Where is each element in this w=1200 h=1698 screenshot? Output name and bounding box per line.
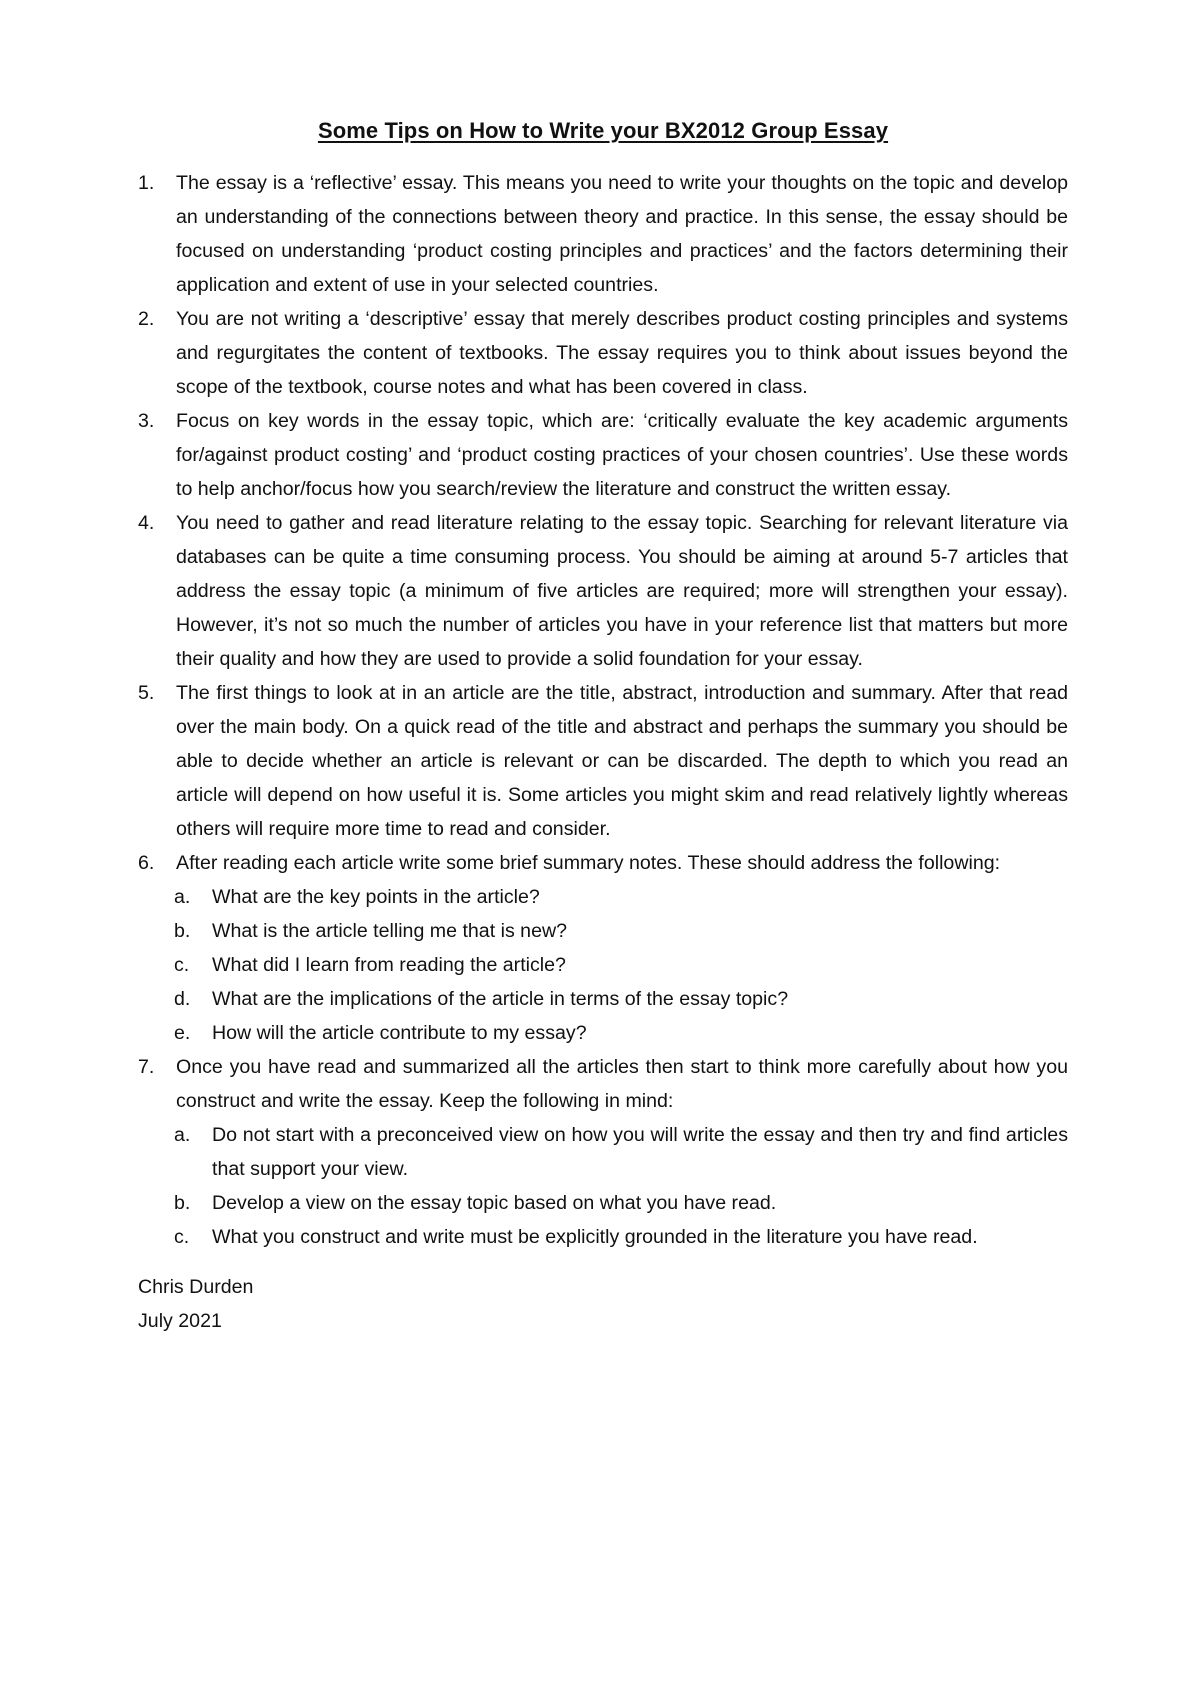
item-number: 1. <box>138 172 155 194</box>
item-number: 6. <box>138 852 155 874</box>
sub-item-letter: a. <box>174 1124 191 1146</box>
sub-list-item <box>138 1016 1068 1050</box>
sub-item-letter: e. <box>174 1022 191 1044</box>
item-text: Focus on key words in the essay topic, which are: ‘critically evaluate the key academic arguments for/against product costing’ and ‘product costing practices of your chosen countries’. Use these words to help anchor/focus how you search/review the literature and construct the written essay. <box>176 410 1068 500</box>
item-number: 7. <box>138 1056 155 1078</box>
list-item <box>138 506 1068 676</box>
document-date: July 2021 <box>138 1310 222 1332</box>
sub-list-item <box>138 914 1068 948</box>
tips-list <box>138 166 1068 880</box>
sub-item-text: Do not start with a preconceived view on how you will write the essay and then try and find articles that support your view. <box>212 1124 1068 1180</box>
item-number: 2. <box>138 308 155 330</box>
sub-item-text: What are the implications of the article in terms of the essay topic? <box>212 988 789 1010</box>
sub-item-text: What is the article telling me that is new? <box>212 920 568 942</box>
sub-item-text: What you construct and write must be explicitly grounded in the literature you have read. <box>212 1226 978 1248</box>
sub-item-letter: a. <box>174 886 191 908</box>
list-item <box>138 166 1068 302</box>
list-item <box>138 846 1068 880</box>
sub-item-letter: c. <box>174 1226 190 1248</box>
list-item <box>138 404 1068 506</box>
document-page <box>138 118 1068 1338</box>
sub-list-item <box>138 880 1068 914</box>
sub-list-item <box>138 982 1068 1016</box>
sub-item-letter: c. <box>174 954 190 976</box>
sub-item-letter: b. <box>174 1192 191 1214</box>
item-number: 4. <box>138 512 155 534</box>
list-item <box>138 302 1068 404</box>
item-text: You are not writing a ‘descriptive’ essay that merely describes product costing principles and systems and regurgitates the content of textbooks. The essay requires you to think about issues beyond the scope of the textbook, course notes and what has been covered in class. <box>176 308 1068 398</box>
author-name: Chris Durden <box>138 1276 254 1298</box>
item-number: 3. <box>138 410 155 432</box>
sub-item-text: Develop a view on the essay topic based on what you have read. <box>212 1192 777 1214</box>
item-text: After reading each article write some brief summary notes. These should address the following: <box>176 852 1001 874</box>
item-number: 5. <box>138 682 155 704</box>
sub-item-text: How will the article contribute to my essay? <box>212 1022 587 1044</box>
tips-list-continued <box>138 1050 1068 1118</box>
signature-block <box>138 1270 1068 1338</box>
sub-item-letter: d. <box>174 988 191 1010</box>
document-title: Some Tips on How to Write your BX2012 Group Essay <box>317 118 889 143</box>
item-text: You need to gather and read literature relating to the essay topic. Searching for relevant literature via databases can be quite a time consuming process. You should be aiming at around 5-7 articles that address the essay topic (a minimum of five articles are required; more will strengthen your essay). However, it’s not so much the number of articles you have in your reference list that matters but more their quality and how they are used to provide a solid foundation for your essay. <box>176 512 1068 670</box>
sub-list-item <box>138 1220 1068 1254</box>
sub-item-text: What are the key points in the article? <box>212 886 540 908</box>
summary-questions-list <box>138 880 1068 1050</box>
list-item <box>138 676 1068 846</box>
sub-list-item <box>138 1118 1068 1186</box>
sub-item-text: What did I learn from reading the article? <box>212 954 566 976</box>
item-text: The essay is a ‘reflective’ essay. This means you need to write your thoughts on the topic and develop an understanding of the connections between theory and practice. In this sense, the essay should be focused on understanding ‘product costing principles and practices’ and the factors determining their application and extent of use in your selected countries. <box>176 172 1068 296</box>
sub-list-item <box>138 1186 1068 1220</box>
item-text: The first things to look at in an article are the title, abstract, introduction and summary. After that read over the main body. On a quick read of the title and abstract and perhaps the summary you should be able to decide whether an article is relevant or can be discarded. The depth to which you read an article will depend on how useful it is. Some articles you might skim and read relatively lightly whereas others will require more time to read and consider. <box>176 682 1068 840</box>
writing-guidance-list <box>138 1118 1068 1254</box>
sub-list-item <box>138 948 1068 982</box>
list-item <box>138 1050 1068 1118</box>
sub-item-letter: b. <box>174 920 191 942</box>
item-text: Once you have read and summarized all the articles then start to think more carefully about how you construct and write the essay. Keep the following in mind: <box>176 1056 1068 1112</box>
